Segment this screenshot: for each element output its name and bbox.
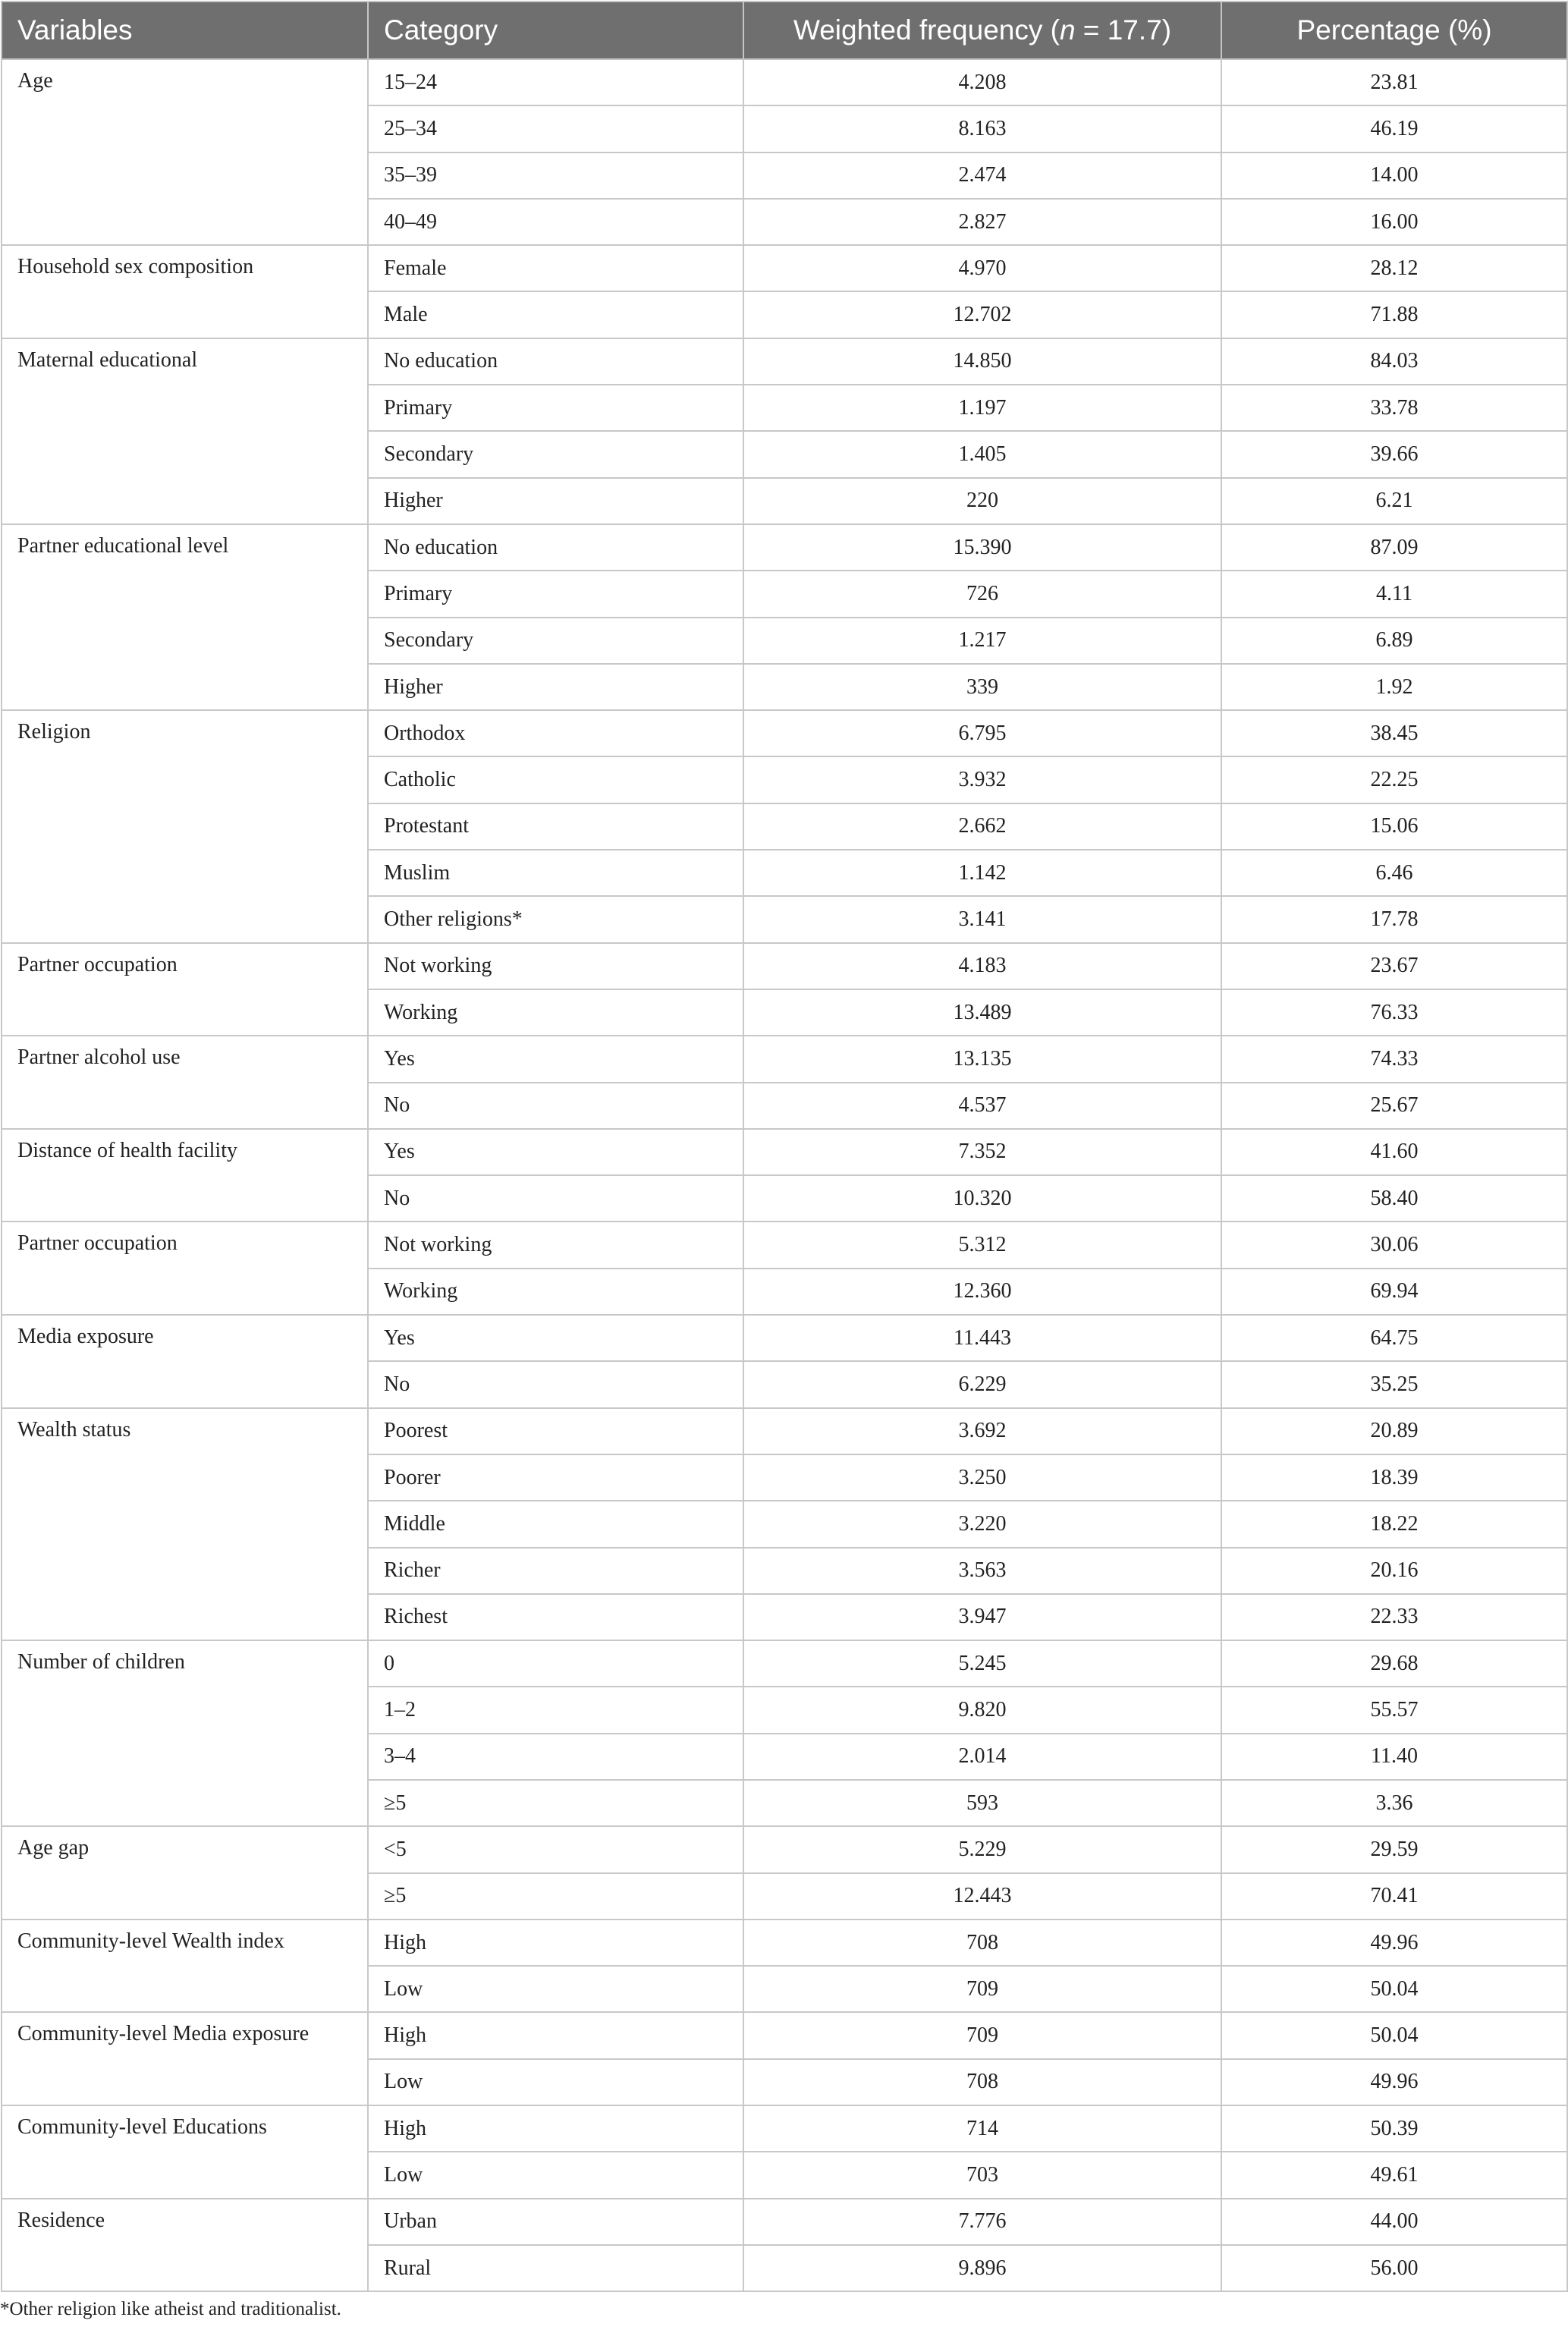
table-body (2, 59, 1567, 2291)
category-cell: Higher (368, 664, 743, 710)
percentage-cell: 41.60 (1221, 1129, 1567, 1175)
frequency-cell: 2.014 (743, 1734, 1221, 1780)
variable-cell: Media exposure (2, 1315, 368, 1408)
percentage-cell: 69.94 (1221, 1269, 1567, 1315)
category-cell: High (368, 1920, 743, 1966)
frequency-cell: 12.360 (743, 1269, 1221, 1315)
frequency-cell: 6.795 (743, 710, 1221, 756)
category-cell: Richest (368, 1594, 743, 1640)
table-row (2, 710, 1567, 756)
category-cell: Protestant (368, 803, 743, 850)
variable-cell: Wealth status (2, 1408, 368, 1640)
category-cell: 3–4 (368, 1734, 743, 1780)
frequency-cell: 708 (743, 1920, 1221, 1966)
frequency-cell: 13.489 (743, 989, 1221, 1036)
category-cell: No education (368, 338, 743, 385)
header-weighted-n: n (1059, 14, 1076, 46)
category-cell: 35–39 (368, 152, 743, 199)
category-cell: Primary (368, 571, 743, 617)
variable-cell: Household sex composition (2, 245, 368, 338)
percentage-cell: 20.89 (1221, 1408, 1567, 1454)
percentage-cell: 22.25 (1221, 756, 1567, 803)
percentage-cell: 76.33 (1221, 989, 1567, 1036)
frequency-cell: 5.245 (743, 1640, 1221, 1687)
percentage-cell: 23.81 (1221, 59, 1567, 105)
category-cell: No (368, 1083, 743, 1129)
category-cell: 40–49 (368, 199, 743, 245)
percentage-cell: 64.75 (1221, 1315, 1567, 1361)
category-cell: Low (368, 1966, 743, 2012)
table-row (2, 1129, 1567, 1175)
category-cell: 1–2 (368, 1687, 743, 1733)
category-cell: Female (368, 245, 743, 291)
category-cell: Low (368, 2152, 743, 2198)
frequency-cell: 593 (743, 1780, 1221, 1826)
percentage-cell: 6.89 (1221, 618, 1567, 664)
percentage-cell: 29.59 (1221, 1826, 1567, 1872)
category-cell: Richer (368, 1548, 743, 1594)
frequency-cell: 7.776 (743, 2199, 1221, 2245)
frequency-cell: 12.702 (743, 291, 1221, 338)
percentage-cell: 50.39 (1221, 2105, 1567, 2152)
percentage-cell: 20.16 (1221, 1548, 1567, 1594)
table-row (2, 59, 1567, 105)
percentage-cell: 84.03 (1221, 338, 1567, 385)
table-row (2, 2199, 1567, 2245)
frequency-cell: 4.208 (743, 59, 1221, 105)
frequency-cell: 726 (743, 571, 1221, 617)
frequency-cell: 1.197 (743, 385, 1221, 431)
category-cell: Catholic (368, 756, 743, 803)
category-cell: Working (368, 989, 743, 1036)
percentage-cell: 3.36 (1221, 1780, 1567, 1826)
category-cell: No education (368, 524, 743, 571)
category-cell: Middle (368, 1501, 743, 1547)
percentage-cell: 22.33 (1221, 1594, 1567, 1640)
frequency-cell: 15.390 (743, 524, 1221, 571)
category-cell: Secondary (368, 618, 743, 664)
frequency-cell: 339 (743, 664, 1221, 710)
category-cell: Yes (368, 1129, 743, 1175)
percentage-cell: 74.33 (1221, 1036, 1567, 1082)
percentage-cell: 6.46 (1221, 850, 1567, 896)
percentage-cell: 33.78 (1221, 385, 1567, 431)
frequency-cell: 12.443 (743, 1873, 1221, 1920)
frequency-cell: 5.312 (743, 1222, 1221, 1268)
table-row (2, 943, 1567, 989)
frequency-cell: 1.405 (743, 431, 1221, 477)
table-footnote: *Other religion like atheist and traditionalist. (0, 2299, 341, 2319)
table-row (2, 524, 1567, 571)
percentage-cell: 14.00 (1221, 152, 1567, 199)
percentage-cell: 28.12 (1221, 245, 1567, 291)
table-row (2, 2105, 1567, 2152)
category-cell: Poorest (368, 1408, 743, 1454)
frequency-cell: 3.563 (743, 1548, 1221, 1594)
variable-cell: Distance of health facility (2, 1129, 368, 1222)
frequency-cell: 1.142 (743, 850, 1221, 896)
frequency-cell: 2.827 (743, 199, 1221, 245)
percentage-cell: 56.00 (1221, 2245, 1567, 2291)
category-cell: 15–24 (368, 59, 743, 105)
frequency-cell: 709 (743, 1966, 1221, 2012)
variable-cell: Community-level Educations (2, 2105, 368, 2199)
frequency-cell: 714 (743, 2105, 1221, 2152)
category-cell: Rural (368, 2245, 743, 2291)
category-cell: Yes (368, 1315, 743, 1361)
category-cell: Secondary (368, 431, 743, 477)
frequency-cell: 7.352 (743, 1129, 1221, 1175)
frequency-cell: 6.229 (743, 1361, 1221, 1407)
table-row (2, 2012, 1567, 2058)
frequency-cell: 10.320 (743, 1175, 1221, 1222)
header-weighted-suffix: = 17.7) (1075, 14, 1172, 46)
variable-cell: Community-level Wealth index (2, 1920, 368, 2013)
frequency-cell: 3.141 (743, 896, 1221, 942)
category-cell: 25–34 (368, 105, 743, 152)
variable-cell: Residence (2, 2199, 368, 2292)
category-cell: <5 (368, 1826, 743, 1872)
frequency-cell: 8.163 (743, 105, 1221, 152)
percentage-cell: 50.04 (1221, 2012, 1567, 2058)
percentage-cell: 25.67 (1221, 1083, 1567, 1129)
percentage-cell: 4.11 (1221, 571, 1567, 617)
frequency-cell: 14.850 (743, 338, 1221, 385)
frequency-cell: 3.947 (743, 1594, 1221, 1640)
header-weighted-frequency (743, 2, 1221, 59)
category-cell: Orthodox (368, 710, 743, 756)
category-cell: Working (368, 1269, 743, 1315)
category-cell: ≥5 (368, 1780, 743, 1826)
variable-cell: Maternal educational (2, 338, 368, 524)
percentage-cell: 17.78 (1221, 896, 1567, 942)
table-header (2, 2, 1567, 59)
variable-cell: Community-level Media exposure (2, 2012, 368, 2105)
percentage-cell: 49.96 (1221, 2059, 1567, 2105)
table-row (2, 1640, 1567, 1687)
category-cell: 0 (368, 1640, 743, 1687)
percentage-cell: 70.41 (1221, 1873, 1567, 1920)
variable-cell: Partner occupation (2, 1222, 368, 1315)
category-cell: Higher (368, 478, 743, 524)
category-cell: Low (368, 2059, 743, 2105)
table-row (2, 1826, 1567, 1872)
percentage-cell: 35.25 (1221, 1361, 1567, 1407)
frequency-cell: 4.970 (743, 245, 1221, 291)
category-cell: Muslim (368, 850, 743, 896)
percentage-cell: 18.39 (1221, 1454, 1567, 1501)
category-cell: Not working (368, 943, 743, 989)
category-cell: Poorer (368, 1454, 743, 1501)
percentage-cell: 87.09 (1221, 524, 1567, 571)
frequency-cell: 2.474 (743, 152, 1221, 199)
frequency-cell: 2.662 (743, 803, 1221, 850)
frequency-cell: 4.183 (743, 943, 1221, 989)
percentage-cell: 18.22 (1221, 1501, 1567, 1547)
frequency-cell: 703 (743, 2152, 1221, 2198)
table-row (2, 1036, 1567, 1082)
table-row (2, 1222, 1567, 1268)
table-row (2, 338, 1567, 385)
variable-cell: Partner educational level (2, 524, 368, 710)
frequency-cell: 9.896 (743, 2245, 1221, 2291)
frequency-cell: 3.692 (743, 1408, 1221, 1454)
percentage-cell: 50.04 (1221, 1966, 1567, 2012)
frequency-cell: 708 (743, 2059, 1221, 2105)
percentage-cell: 16.00 (1221, 199, 1567, 245)
header-category: Category (368, 2, 743, 59)
percentage-cell: 15.06 (1221, 803, 1567, 850)
frequency-cell: 5.229 (743, 1826, 1221, 1872)
frequency-cell: 709 (743, 2012, 1221, 2058)
header-percentage: Percentage (%) (1221, 2, 1567, 59)
percentage-cell: 71.88 (1221, 291, 1567, 338)
category-cell: Not working (368, 1222, 743, 1268)
header-row (2, 2, 1567, 59)
percentage-cell: 1.92 (1221, 664, 1567, 710)
category-cell: Primary (368, 385, 743, 431)
variable-cell: Age (2, 59, 368, 245)
header-weighted-prefix: Weighted frequency ( (793, 14, 1060, 46)
category-cell: Male (368, 291, 743, 338)
category-cell: Yes (368, 1036, 743, 1082)
frequency-cell: 1.217 (743, 618, 1221, 664)
frequency-cell: 3.932 (743, 756, 1221, 803)
percentage-cell: 23.67 (1221, 943, 1567, 989)
category-cell: Other religions* (368, 896, 743, 942)
percentage-cell: 58.40 (1221, 1175, 1567, 1222)
table-row (2, 245, 1567, 291)
category-cell: High (368, 2012, 743, 2058)
category-cell: Urban (368, 2199, 743, 2245)
category-cell: No (368, 1361, 743, 1407)
category-cell: No (368, 1175, 743, 1222)
variable-cell: Religion (2, 710, 368, 942)
percentage-cell: 29.68 (1221, 1640, 1567, 1687)
percentage-cell: 38.45 (1221, 710, 1567, 756)
variable-cell: Partner occupation (2, 943, 368, 1036)
percentage-cell: 39.66 (1221, 431, 1567, 477)
variable-cell: Partner alcohol use (2, 1036, 368, 1129)
frequency-cell: 4.537 (743, 1083, 1221, 1129)
table-row (2, 1408, 1567, 1454)
frequency-cell: 3.250 (743, 1454, 1221, 1501)
variable-cell: Age gap (2, 1826, 368, 1920)
percentage-cell: 46.19 (1221, 105, 1567, 152)
variable-cell: Number of children (2, 1640, 368, 1826)
frequency-cell: 9.820 (743, 1687, 1221, 1733)
percentage-cell: 30.06 (1221, 1222, 1567, 1268)
frequency-cell: 13.135 (743, 1036, 1221, 1082)
category-cell: High (368, 2105, 743, 2152)
percentage-cell: 55.57 (1221, 1687, 1567, 1733)
frequency-cell: 11.443 (743, 1315, 1221, 1361)
percentage-cell: 6.21 (1221, 478, 1567, 524)
table-row (2, 1315, 1567, 1361)
header-variables: Variables (2, 2, 368, 59)
percentage-cell: 49.96 (1221, 1920, 1567, 1966)
category-cell: ≥5 (368, 1873, 743, 1920)
table-row (2, 1920, 1567, 1966)
data-table (1, 1, 1568, 2292)
percentage-cell: 11.40 (1221, 1734, 1567, 1780)
frequency-cell: 220 (743, 478, 1221, 524)
percentage-cell: 49.61 (1221, 2152, 1567, 2198)
percentage-cell: 44.00 (1221, 2199, 1567, 2245)
frequency-cell: 3.220 (743, 1501, 1221, 1547)
